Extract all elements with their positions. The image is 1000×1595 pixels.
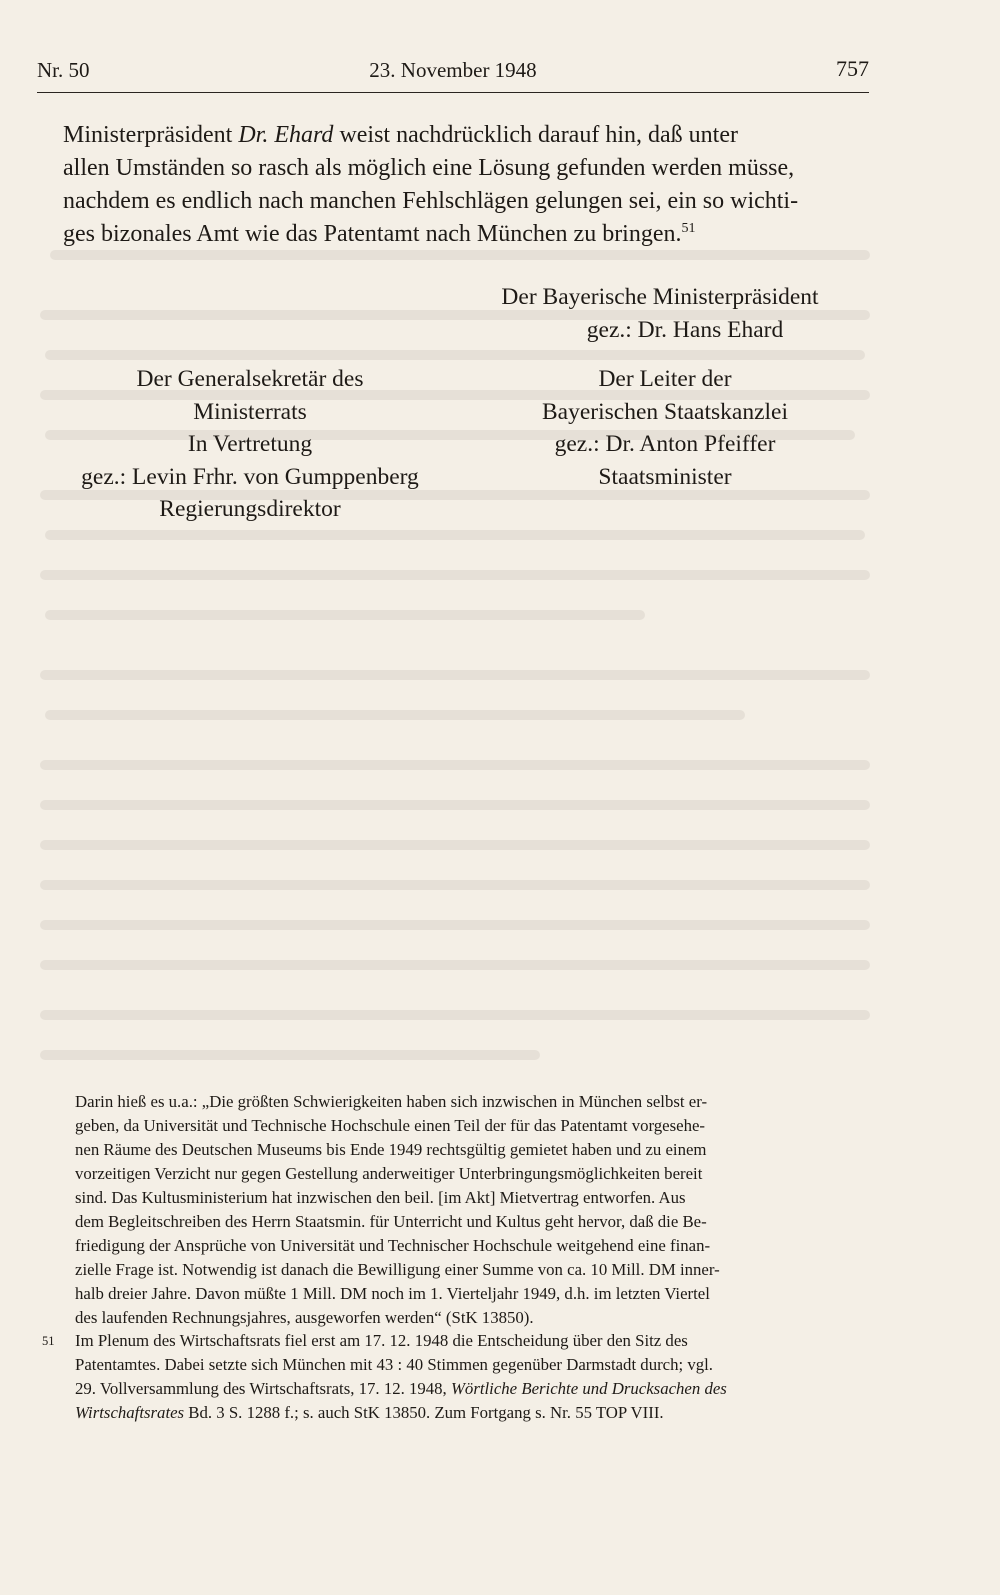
- signature-minister-president: [460, 281, 860, 346]
- footnote-line: Patentamtes. Dabei setzte sich München mit 43 : 40 Stimmen gegenüber Darmstadt durch; vgl.: [75, 1355, 714, 1374]
- signature-chancellery-head: [505, 363, 825, 493]
- signature-title: Der Generalsekretär des: [136, 366, 364, 392]
- footnote-line: dem Begleitschreiben des Herrn Staatsmin. für Unterricht und Kultus geht hervor, daß die Be-: [75, 1212, 707, 1231]
- body-line-1: weist nachdrücklich darauf hin, daß unter: [333, 122, 738, 148]
- body-line-2: allen Umständen so rasch als möglich eine Lösung gefunden werden müsse,: [63, 155, 795, 181]
- bleed-through-texture: [40, 230, 890, 1100]
- page-number: 757: [836, 56, 869, 81]
- signature-name: gez.: Dr. Anton Pfeiffer: [554, 431, 776, 457]
- signature-representation: In Vertretung: [187, 431, 313, 457]
- footnote-text: 29. Vollversammlung des Wirtschaftsrats, 17. 12. 1948,: [75, 1379, 451, 1398]
- signature-title: Der Leiter der: [598, 366, 732, 392]
- signature-name: gez.: Dr. Hans Ehard: [586, 316, 784, 343]
- main-paragraph: [63, 119, 871, 251]
- footnote-line: friedigung der Ansprüche von Universität und Technischer Hochschule weitgehend eine finan-: [75, 1236, 711, 1255]
- footnote-line: sind. Das Kultusministerium hat inzwischen den beil. [im Akt] Mietvertrag entworfen. Aus: [75, 1188, 686, 1207]
- footnote-line: geben, da Universität und Technische Hochschule einen Teil der für das Patentamt vorgesehe-: [75, 1116, 706, 1135]
- signature-rank: Regierungsdirektor: [159, 496, 341, 522]
- signature-general-secretary: [40, 363, 460, 526]
- header-date: 23. November 1948: [369, 58, 537, 82]
- source-title: Wörtliche Berichte und Drucksachen des: [450, 1379, 727, 1398]
- footnote-line: nen Räume des Deutschen Museums bis Ende 1949 rechtsgültig gemietet haben und zu einem: [75, 1140, 707, 1159]
- footnote-continuation: [75, 1090, 872, 1330]
- footnote-line: [75, 1377, 872, 1401]
- footnote-line: Im Plenum des Wirtschaftsrats fiel erst am 17. 12. 1948 die Entscheidung über den Sitz des: [75, 1331, 688, 1350]
- signature-rank: Staatsminister: [598, 463, 732, 490]
- body-line-3: nachdem es endlich nach manchen Fehlschlägen gelungen sei, ein so wichti-: [63, 188, 799, 214]
- running-header: [37, 56, 869, 93]
- body-line-4: ges bizonales Amt wie das Patentamt nach München zu bringen.: [63, 221, 682, 247]
- signature-office: Ministerrats: [193, 398, 307, 425]
- footnote-text: Bd. 3 S. 1288 f.; s. auch StK 13850. Zum Fortgang s. Nr. 55 TOP VIII.: [184, 1403, 664, 1422]
- speaker-name: Dr. Ehard: [238, 122, 334, 148]
- footnote-line: [75, 1401, 872, 1425]
- source-title: Wirtschaftsrates: [75, 1403, 185, 1422]
- footnote-line: vorzeitigen Verzicht nur gegen Gestellung anderweitiger Unterbringungsmöglichkeiten bereit: [75, 1164, 703, 1183]
- footnote-line: des laufenden Rechnungsjahres, ausgeworfen werden“ (StK 13850).: [75, 1308, 534, 1327]
- issue-number: Nr. 50: [37, 58, 90, 82]
- footnote-ref-51[interactable]: 51: [681, 221, 696, 236]
- footnote-line: halb dreier Jahre. Davon müßte 1 Mill. DM noch im 1. Vierteljahr 1949, d.h. im letzten Viertel: [75, 1284, 710, 1303]
- body-text-start: Ministerpräsident: [63, 122, 239, 148]
- footnote-51-text: [75, 1329, 872, 1425]
- signature-office: Bayerischen Staatskanzlei: [541, 398, 788, 425]
- footnote-line: zielle Frage ist. Notwendig ist danach die Bewilligung einer Summe von ca. 10 Mill. DM inner-: [75, 1260, 720, 1279]
- signature-title: Der Bayerische Ministerpräsident: [501, 284, 819, 310]
- footnote-number: 51: [42, 1334, 55, 1348]
- footnote-line: Darin hieß es u.a.: „Die größten Schwierigkeiten haben sich inzwischen in München selbst er-: [75, 1092, 708, 1111]
- signature-name: gez.: Levin Frhr. von Gumppenberg: [81, 463, 419, 490]
